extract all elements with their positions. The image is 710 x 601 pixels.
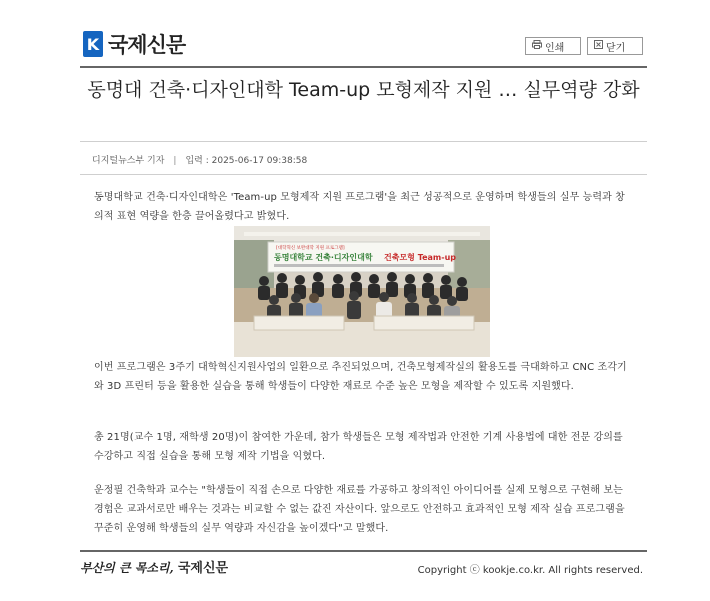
close-icon [594, 40, 603, 52]
banner-top-text: [대학혁신 보완대학 지원 프로그램] [276, 246, 345, 251]
byline: 디지털뉴스부 기자 | 입력 : 2025-06-17 09:38:58 [92, 156, 308, 166]
publish-date: 입력 : 2025-06-17 09:38:58 [185, 156, 308, 166]
group-photo-image [234, 226, 490, 357]
close-label: 닫기 [606, 42, 626, 54]
paragraph-1: 동명대학교 건축·디자인대학은 'Team-up 모형제작 지원 프로그램'을 최근 성공적으로 운영하며 학생들의 실무 능력과 창의적 표현 역량을 한층 끌어올렸다고 밝혔다. [94, 192, 625, 222]
print-button[interactable] [525, 37, 581, 55]
copyright: Copyright ⓒ kookje.co.kr. All rights reserved. [417, 565, 643, 576]
paragraph-3: 총 21명(교수 1명, 재학생 20명)이 참여한 가운데, 참가 학생들은 모형 제작법과 안전한 기계 사용법에 대한 전문 강의를 수강하고 직접 실습을 통해 모형 제작 기법을 익혔다. [94, 432, 623, 462]
header-divider [80, 66, 647, 68]
footer-divider [80, 550, 647, 552]
banner-main-text-a: 동명대학교 건축·디자인대학 [274, 253, 373, 262]
reporter: 디지털뉴스부 기자 [92, 156, 165, 166]
logo-k-icon: K [83, 31, 103, 57]
title-divider [80, 141, 647, 142]
slogan-text: 부산의 큰 목소리, [80, 561, 174, 575]
byline-divider [80, 174, 647, 175]
print-label: 인쇄 [545, 42, 565, 54]
footer-slogan [80, 557, 228, 576]
header [80, 28, 647, 60]
logo-text: 국제신문 [108, 33, 186, 57]
banner-main-text-b: 건축모형 Team-up [384, 253, 456, 262]
paragraph-4: 운정필 건축학과 교수는 "학생들이 직접 손으로 다양한 재료를 가공하고 창의적인 아이디어를 실제 모형으로 구현해 보는 경험은 교과서로만 배우는 것과는 비교할 수 없는 값진 자산이다. 앞으로도 안전하고 효과적인 모형 제작 실습 프로그램을 꾸준히 운영해 학생들의 실무 역량과 자신감을 높이겠다"고 말했다. [94, 485, 625, 534]
paragraph-2: 이번 프로그램은 3주기 대학혁신지원사업의 일환으로 추진되었으며, 건축모형제작실의 활용도를 극대화하고 CNC 조각기와 3D 프린터 등을 활용한 실습을 통해 학생들이 다양한 재료로 수준 높은 모형을 제작할 수 있도록 지원했다. [94, 362, 627, 392]
printer-icon [532, 40, 542, 52]
logo[interactable] [83, 29, 185, 59]
article-photo [234, 226, 490, 357]
footer-brand: 국제신문 [177, 561, 229, 576]
close-button[interactable] [587, 37, 643, 55]
article-title: 동명대 건축·디자인대학 Team-up 모형제작 지원 … 실무역량 강화 [87, 79, 640, 101]
